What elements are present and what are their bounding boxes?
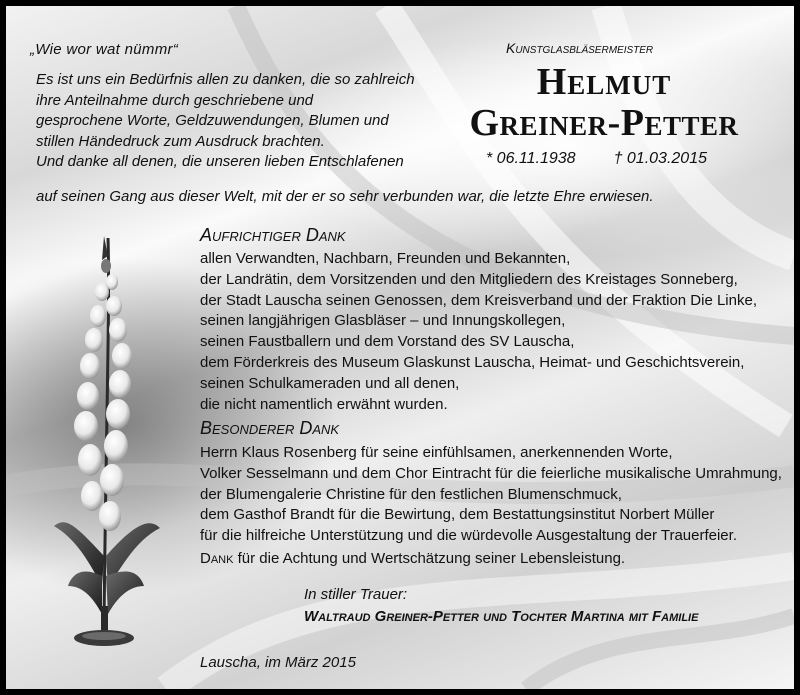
family-signature: Waltraud Greiner-Petter und Tochter Martina mit Familie [304,608,699,625]
closing-thanks-text: für die Achtung und Wertschätzung seiner Lebensleistung. [233,550,626,567]
list-item: Volker Sesselmann und dem Chor Eintracht für die feierliche musikalische Umrahmung, [200,464,782,482]
list-item: seinen Schulkameraden und all denen, [200,374,460,392]
intro-line: gesprochene Worte, Geldzuwendungen, Blumen und [36,112,389,129]
list-item: seinen langjährigen Glasbläser – und Innungskollegen, [200,312,566,330]
list-item: für die hilfreiche Unterstützung und die würdevolle Ausgestaltung der Trauerfeier. [200,527,737,545]
foxglove-sculpture-image [46,226,166,656]
list-item: der Stadt Lauscha seinen Genossen, dem Kreisverband und der Fraktion Die Linke, [200,291,757,309]
list-item: Herrn Klaus Rosenberg für seine einfühlsamen, anerkennenden Worte, [200,444,673,461]
closing-thanks [200,549,625,569]
deceased-first-name: Helmut [536,61,672,103]
death-date: † 01.03.2015 [613,150,707,167]
list-item: der Blumengalerie Christine für den festlichen Blumenschmuck, [200,485,622,503]
list-item: dem Gasthof Brandt für die Bewirtung, dem Bestattungsinstitut Norbert Müller [200,506,715,524]
birth-date: * 06.11.1938 [486,150,576,167]
sincere-thanks-list [200,249,757,415]
section-heading-sincere-thanks: Aufrichtiger Dank [200,225,346,245]
intro-line: Es ist uns ein Bedürfnis allen zu danken, die so zahlreich [36,71,415,88]
list-item: dem Förderkreis des Museum Glaskunst Lauscha, Heimat- und Geschichtsverein, [200,353,745,371]
place-date: Lauscha, im März 2015 [200,654,356,671]
closing-thanks-lead: Dank [200,550,234,567]
section-heading-special-thanks: Besonderer Dank [200,418,340,438]
list-item: die nicht namentlich erwähnt wurden. [200,395,448,413]
deceased-last-name: Greiner-Petter [469,102,739,144]
list-item: der Landrätin, dem Vorsitzenden und den Mitgliedern des Kreistages Sonneberg, [200,270,738,288]
intro-paragraph [36,70,415,173]
special-thanks-list [200,443,782,547]
motto: „Wie wor wat nümmr“ [30,41,179,58]
profession: Kunstglasbläsermeister [506,40,654,56]
intro-line: stillen Händedruck zum Ausdruck brachten. [36,132,325,150]
list-item: seinen Faustballern und dem Vorstand des SV Lauscha, [200,333,575,351]
mourning-label: In stiller Trauer: [304,586,408,603]
intro-continuation: auf seinen Gang aus dieser Welt, mit der er so sehr verbunden war, die letzte Ehre erwiesen. [36,188,654,205]
list-item: allen Verwandten, Nachbarn, Freunden und Bekannten, [200,250,571,267]
intro-line: Und danke all denen, die unseren lieben Entschlafenen [36,153,404,170]
life-dates [486,149,707,169]
intro-line: ihre Anteilnahme durch geschriebene und [36,91,314,109]
